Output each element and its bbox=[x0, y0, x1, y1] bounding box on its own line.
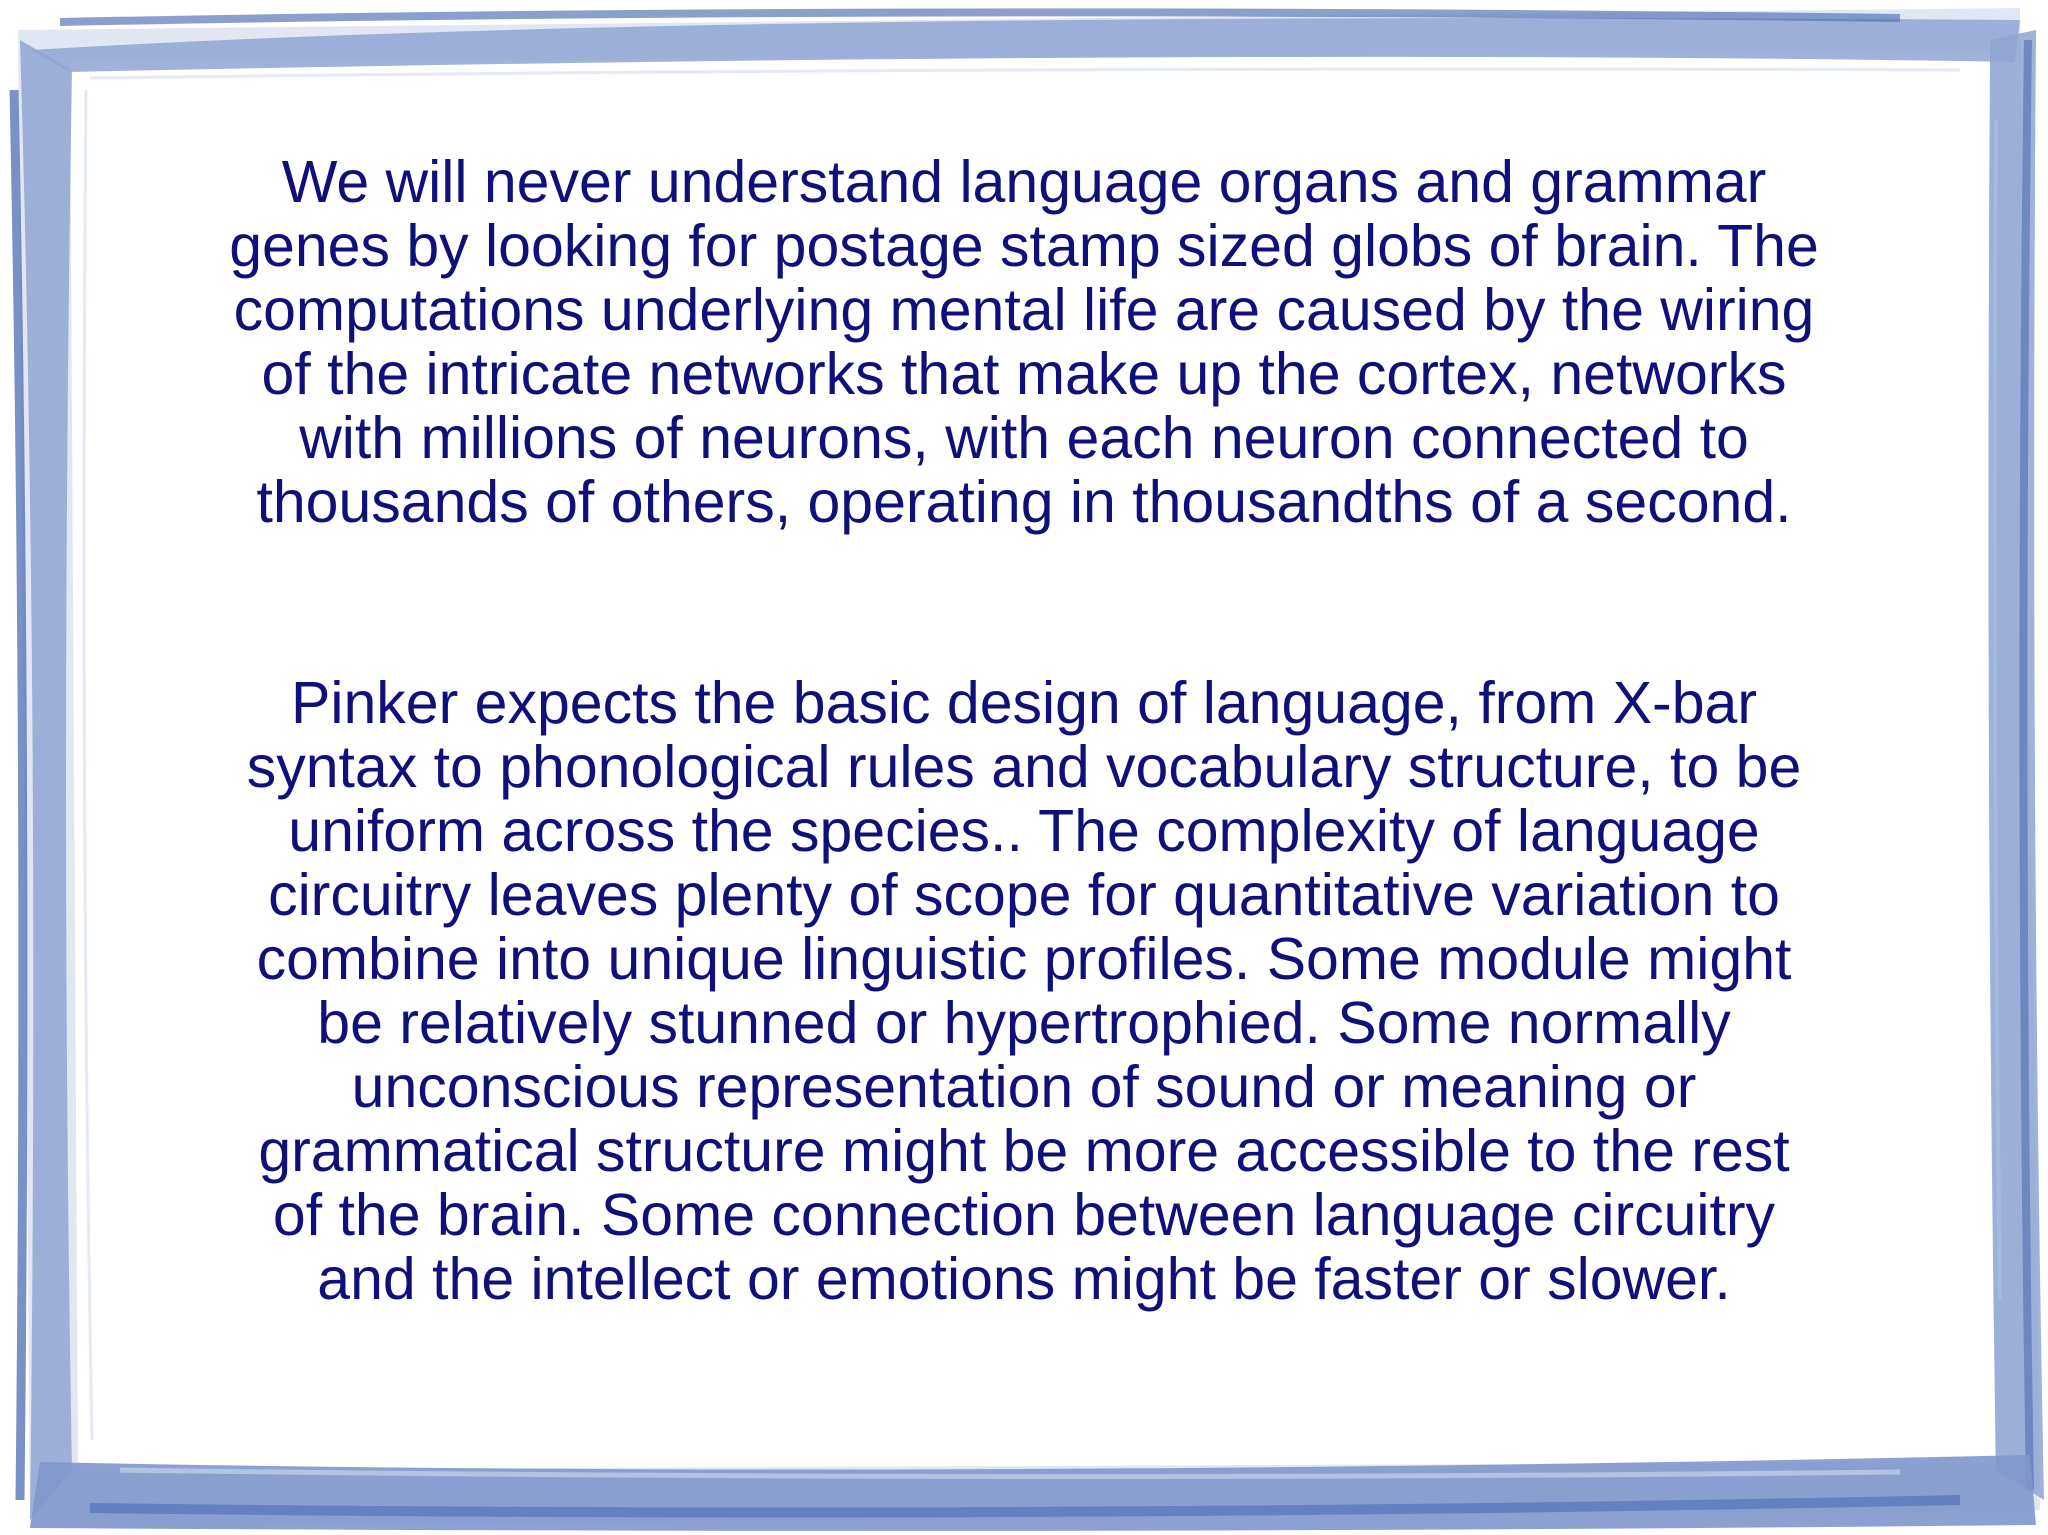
summary-paragraph: Pinker expects the basic design of language, from X-bar syntax to phonological rules and vocabulary structure, to be uniform across the species.. The complexity of language circuitry leaves plenty of scope for quantitative variation to combine into unique linguistic profiles. Some module might be relatively stunned or hypertrophied. Some normally unconscious representation of sound or meaning or grammatical structure might be more accessible to the rest of the brain. Some connection between language circuitry and the intellect or emotions might be faster or slower. bbox=[246, 670, 1802, 1312]
quote-paragraph: We will never understand language organs and grammar genes by looking for postage stamp sized globs of brain. The computations underlying mental life are caused by the wiring of the intricate networks that make up the cortex, networks with millions of neurons, with each neuron connected to thousands of others, operating in thousandths of a second. bbox=[229, 149, 1819, 535]
slide-body bbox=[150, 150, 1898, 1311]
